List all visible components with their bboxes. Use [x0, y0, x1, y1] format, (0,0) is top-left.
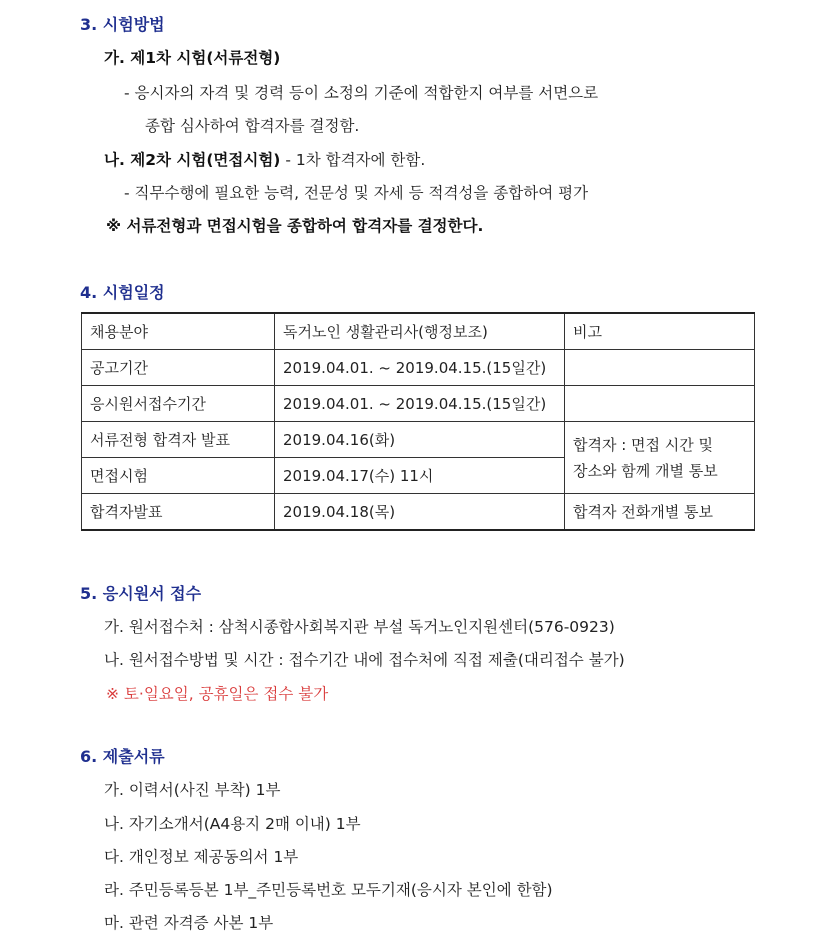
section3-item-b: 나. 제2차 시험(면접시험) [104, 151, 281, 169]
table-row [82, 422, 755, 458]
section3-item-a-desc1: - 응시자의 자격 및 경력 등이 소정의 기준에 적합한지 여부를 서면으로 [124, 84, 599, 102]
table-header-cell: 비고 [565, 313, 755, 350]
section3-item-b-desc: - 직무수행에 필요한 능력, 전문성 및 자세 등 적격성을 종합하여 평가 [124, 184, 589, 202]
table-cell: 2019.04.16(화) [275, 422, 565, 458]
note-line: 합격자 : 면접 시간 및 [573, 435, 714, 454]
section3-item-a-desc2: 종합 심사하여 합격자를 결정함. [145, 117, 360, 135]
table-cell: 2019.04.01. ~ 2019.04.15.(15일간) [275, 350, 565, 386]
section5-heading: 5. 응시원서 접수 [80, 584, 202, 603]
table-row [82, 386, 755, 422]
section6-heading: 6. 제출서류 [80, 747, 165, 766]
table-cell: 2019.04.01. ~ 2019.04.15.(15일간) [275, 386, 565, 422]
document-list-item: 마. 관련 자격증 사본 1부 [104, 914, 274, 932]
document-list-item: 나. 자기소개서(A4용지 2매 이내) 1부 [104, 815, 361, 833]
table-cell [565, 386, 755, 422]
table-cell: 서류전형 합격자 발표 [82, 422, 275, 458]
section5-item-a: 가. 원서접수처 : 삼척시종합사회복지관 부설 독거노인지원센터(576-0923) [104, 618, 615, 636]
table-cell: 2019.04.17(수) 11시 [275, 458, 565, 494]
table-header-cell: 채용분야 [82, 313, 275, 350]
section3-item-a: 가. 제1차 시험(서류전형) [104, 49, 281, 67]
table-header-cell: 독거노인 생활관리사(행정보조) [275, 313, 565, 350]
table-cell: 2019.04.18(목) [275, 494, 565, 531]
section4-heading: 4. 시험일정 [80, 283, 165, 302]
table-cell: 공고기간 [82, 350, 275, 386]
section3-heading: 3. 시험방법 [80, 15, 165, 34]
document-list-item: 라. 주민등록등본 1부_주민등록번호 모두기재(응시자 본인에 한함) [104, 881, 553, 899]
section3-note: ※ 서류전형과 면접시험을 종합하여 합격자를 결정한다. [106, 217, 484, 235]
section5-note: ※ 토·일요일, 공휴일은 접수 불가 [106, 685, 329, 703]
section5-item-b: 나. 원서접수방법 및 시간 : 접수기간 내에 접수처에 직접 제출(대리접수 불가) [104, 651, 625, 669]
note-line: 장소와 함께 개별 통보 [573, 461, 718, 480]
table-cell: 응시원서접수기간 [82, 386, 275, 422]
table-cell: 면접시험 [82, 458, 275, 494]
section3-item-b-line [104, 148, 425, 170]
table-row [82, 313, 755, 350]
table-row [82, 350, 755, 386]
schedule-table [81, 312, 755, 531]
document-list-item: 다. 개인정보 제공동의서 1부 [104, 848, 299, 866]
table-cell [565, 350, 755, 386]
table-cell: 합격자 전화개별 통보 [565, 494, 755, 531]
table-row [82, 494, 755, 531]
section3-item-b-note: - 1차 합격자에 한함. [280, 151, 426, 169]
table-cell: 합격자발표 [82, 494, 275, 531]
table-cell-merged-note [565, 422, 755, 494]
document-list-item: 가. 이력서(사진 부착) 1부 [104, 781, 281, 799]
